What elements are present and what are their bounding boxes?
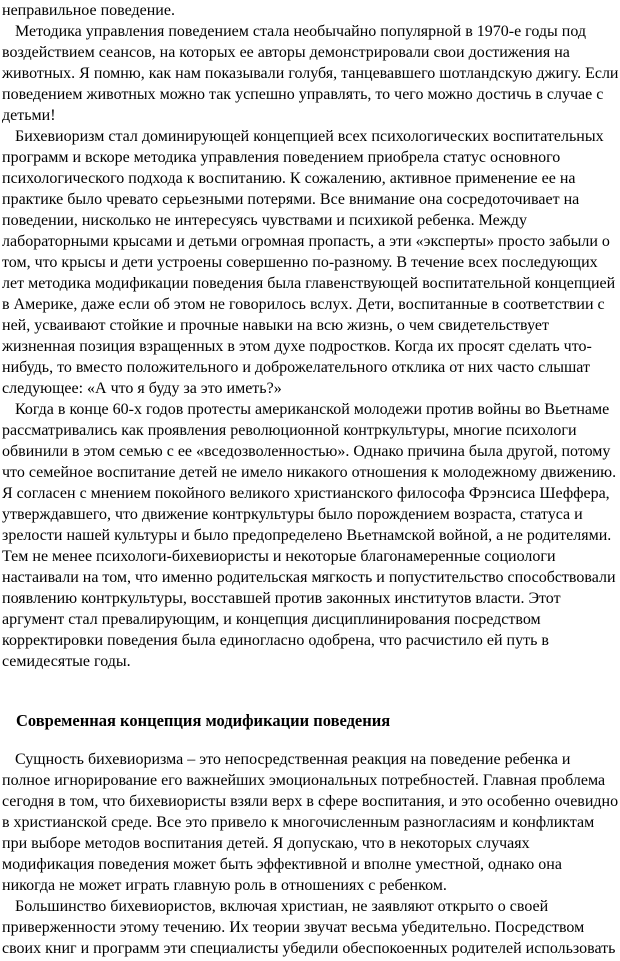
paragraph: Когда в конце 60-х годов протесты американской молодежи против войны во Вьетнаме рассматривались как проявления революционной контркультуры, многие психологи обвинили в этом семью с ее «вседозволенностью». Однако причина была другой, потому что семейное воспитание детей не имело никакого отношения к молодежному движению. Я согласен с мнением покойного великого христианского философа Фрэнсиса Шеффера, утверждавшего, что движение контркультуры было порождением возраста, статуса и зрелости нашей культуры и было предопределено Вьетнамской войной, а не родителями. Тем не менее психологи-бихевиористы и некоторые благонамеренные социологи настаивали на том, что именно родительская мягкость и попустительство способствовали появлению контркультуры, восставшей против законных институтов власти. Этот аргумент стал превалирующим, и концепция дисциплинирования посредством корректировки поведения была единогласно одобрена, что расчистило ей путь в семидесятые годы. (2, 401, 617, 670)
paragraph: Сущность бихевиоризма – это непосредственная реакция на поведение ребенка и полное игнорирование его важнейших эмоциональных потребностей. Главная проблема сегодня в том, что бихевиористы взяли верх в сфере воспитания, и это особенно очевидно в христианской среде. Все это привело к многочисленным разногласиям и конфликтам при выборе методов воспитания детей. Я допускаю, что в некоторых случаях модификация поведения может быть эффективной и вполне уместной, однако она никогда не может играть главную роль в отношениях с ребенком. (2, 751, 619, 894)
section-heading: Современная концепция модификации поведения (16, 711, 391, 730)
paragraph: Методика управления поведением стала необычайно популярной в 1970-е годы под воздействием сеансов, на которых ее авторы демонстрировали свои достижения на животных. Я помню, как нам показывали голубя, танцевавшего шотландскую джигу. Если поведением животных можно так успешно управлять, то чего можно достичь в случае с детьми! (2, 23, 619, 124)
paragraph: Большинство бихевиористов, включая христиан, не заявляют открыто о своей приверженности этому течению. Их теории звучат весьма убедительно. Посредством своих книг и программ эти специалисты убедили обеспокоенных родителей использовать (2, 898, 616, 957)
paragraph-continuation: неправильное поведение. (2, 2, 175, 19)
paragraph: Бихевиоризм стал доминирующей концепцией всех психологических воспитательных программ и вскоре методика управления поведением приобрела статус основного психологического подхода к воспитанию. К сожалению, активное применение ее на практике было чревато серьезными потерями. Все внимание она сосредоточивает на поведении, нисколько не интересуясь чувствами и психикой ребенка. Между лабораторными крысами и детьми огромная пропасть, а эти «эксперты» просто забыли о том, что крысы и дети устроены совершенно по-разному. В течение всех последующих лет методика модификации поведения была главенствующей воспитательной концепцией в Америке, даже если об этом не говорилось вслух. Дети, воспитанные в соответствии с ней, усваивают стойкие и прочные навыки на всю жизнь, о чем свидетельствует жизненная позиция взращенных в этом духе подростков. Когда их просят сделать что-нибудь, то вместо положительного и доброжелательного отклика от них часто слышат следующее: «А что я буду за это иметь?» (2, 128, 616, 397)
